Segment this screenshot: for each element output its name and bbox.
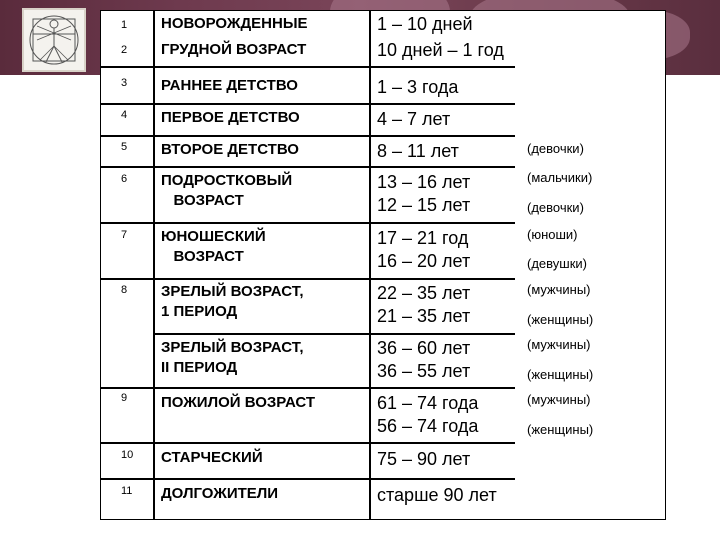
vitruvian-man-icon [22,8,86,72]
age-range: 75 – 90 лет [377,449,471,469]
sex-note: (мальчики) [527,170,593,185]
period-name: ЗРЕЛЫЙ ВОЗРАСТ, II ПЕРИОД [161,339,304,376]
sex-note: (женщины) [527,422,594,437]
row-number: 5 [121,141,128,153]
age-range: 8 – 11 лет [377,141,459,161]
period-name: ЮНОШЕСКИЙ ВОЗРАСТ [161,228,266,265]
period-name: ПЕРВОЕ ДЕТСТВО [161,109,300,126]
row-number: 2 [121,44,128,56]
age-range: 1 – 10 дней [377,14,473,34]
period-name: ДОЛГОЖИТЕЛИ [161,485,279,502]
period-name: ЗРЕЛЫЙ ВОЗРАСТ, 1 ПЕРИОД [161,283,304,320]
row-number: 1 [121,19,128,31]
row-number: 4 [121,109,128,121]
age-range: 36 – 60 лет 36 – 55 лет [377,338,471,381]
row-number: 8 [121,284,128,296]
sex-note: (юноши) [527,227,578,242]
sex-note: (мужчины) [527,337,591,352]
sex-note: (девочки) [527,141,584,156]
row-number: 9 [121,392,128,404]
sex-note: (девочки) [527,200,584,215]
age-range: 61 – 74 года 56 – 74 года [377,393,479,436]
period-name: СТАРЧЕСКИЙ [161,449,263,466]
age-range: 4 – 7 лет [377,109,451,129]
age-range: старше 90 лет [377,485,497,505]
age-range: 22 – 35 лет 21 – 35 лет [377,283,471,326]
period-name: ГРУДНОЙ ВОЗРАСТ [161,41,307,58]
age-range: 10 дней – 1 год [377,40,504,60]
row-number: 7 [121,229,128,241]
row-number: 3 [121,77,128,89]
age-range: 1 – 3 года [377,77,459,97]
sex-note: (мужчины) [527,282,591,297]
period-name: НОВОРОЖДЕННЫЕ [161,15,308,32]
period-name: ВТОРОЕ ДЕТСТВО [161,141,299,158]
row-number: 10 [121,449,134,461]
row-number: 11 [121,485,133,497]
sex-note: (женщины) [527,367,594,382]
age-periods-table [100,10,666,520]
age-range: 13 – 16 лет 12 – 15 лет [377,172,471,215]
age-range: 17 – 21 год 16 – 20 лет [377,228,471,271]
period-name: РАННЕЕ ДЕТСТВО [161,77,298,94]
period-name: ПОЖИЛОЙ ВОЗРАСТ [161,394,316,411]
sex-note: (мужчины) [527,392,591,407]
row-number: 6 [121,173,128,185]
period-name: ПОДРОСТКОВЫЙ ВОЗРАСТ [161,172,293,209]
sex-note: (девушки) [527,256,587,271]
sex-note: (женщины) [527,312,594,327]
